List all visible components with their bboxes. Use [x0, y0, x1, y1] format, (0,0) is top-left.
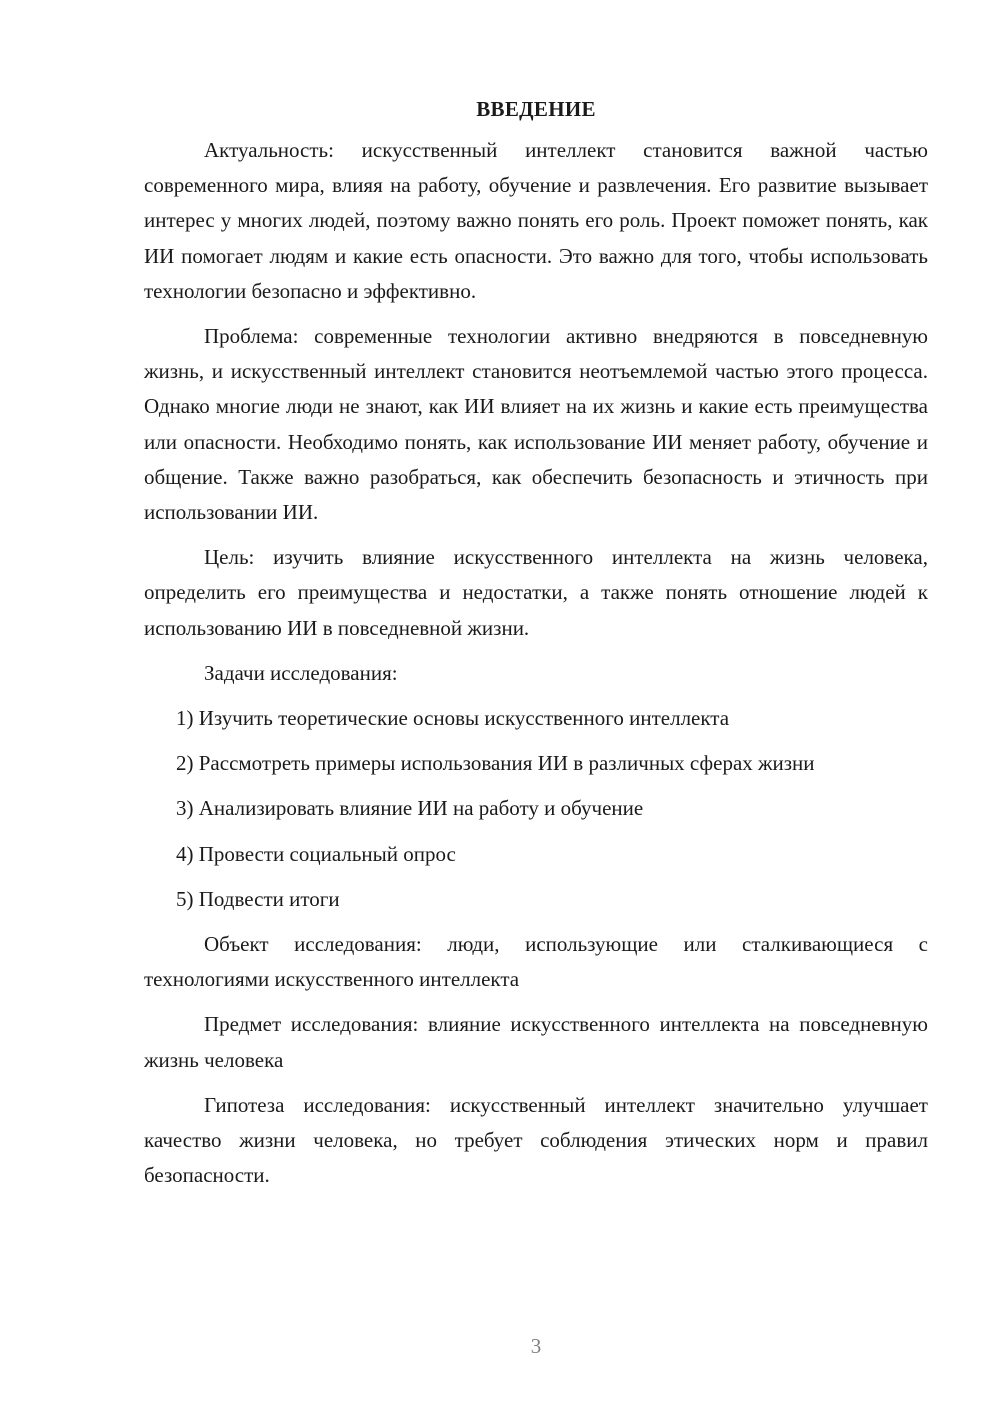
page-number: 3: [530, 1334, 542, 1358]
paragraph-hypothesis: Гипотеза исследования: искусственный интеллект значительно улучшает качество жизни человека, но требует соблюдения этических норм и правил безопасности.: [144, 1092, 928, 1188]
task-item: 5) Подвести итоги: [176, 886, 340, 911]
task-item: 4) Провести социальный опрос: [176, 841, 456, 866]
paragraph-relevance: Актуальность: искусственный интеллект становится важной частью современного мира, влияя на работу, обучение и развлечения. Его развитие вызывает интерес у многих людей, поэтому важно понять его роль. Проект поможет понять, как ИИ помогает людям и какие есть опасности. Это важно для того, чтобы использовать технологии безопасно и эффективно.: [144, 138, 928, 303]
paragraph-object: Объект исследования: люди, использующие или сталкивающиеся с технологиями искусственного интеллекта: [144, 932, 928, 992]
paragraph-subject: Предмет исследования: влияние искусственного интеллекта на повседневную жизнь человека: [144, 1012, 928, 1072]
document-page: [144, 92, 928, 1203]
tasks-heading: Задачи исследования:: [204, 660, 398, 685]
paragraph-goal: Цель: изучить влияние искусственного интеллекта на жизнь человека, определить его преимущества и недостатки, а также понять отношение людей к использованию ИИ в повседневной жизни.: [144, 545, 928, 640]
task-item: 1) Изучить теоретические основы искусственного интеллекта: [176, 706, 730, 731]
task-item: 2) Рассмотреть примеры использования ИИ в различных сферах жизни: [176, 751, 815, 776]
task-item: 3) Анализировать влияние ИИ на работу и обучение: [176, 796, 644, 821]
paragraph-problem: Проблема: современные технологии активно внедряются в повседневную жизнь, и искусственный интеллект становится неотъемлемой частью этого процесса. Однако многие люди не знают, как ИИ влияет на их жизнь и какие есть преимущества или опасности. Необходимо понять, как использование ИИ меняет работу, обучение и общение. Также важно разобраться, как обеспечить безопасность и этичность при использовании ИИ.: [144, 324, 928, 525]
section-title: ВВЕДЕНИЕ: [476, 97, 596, 121]
